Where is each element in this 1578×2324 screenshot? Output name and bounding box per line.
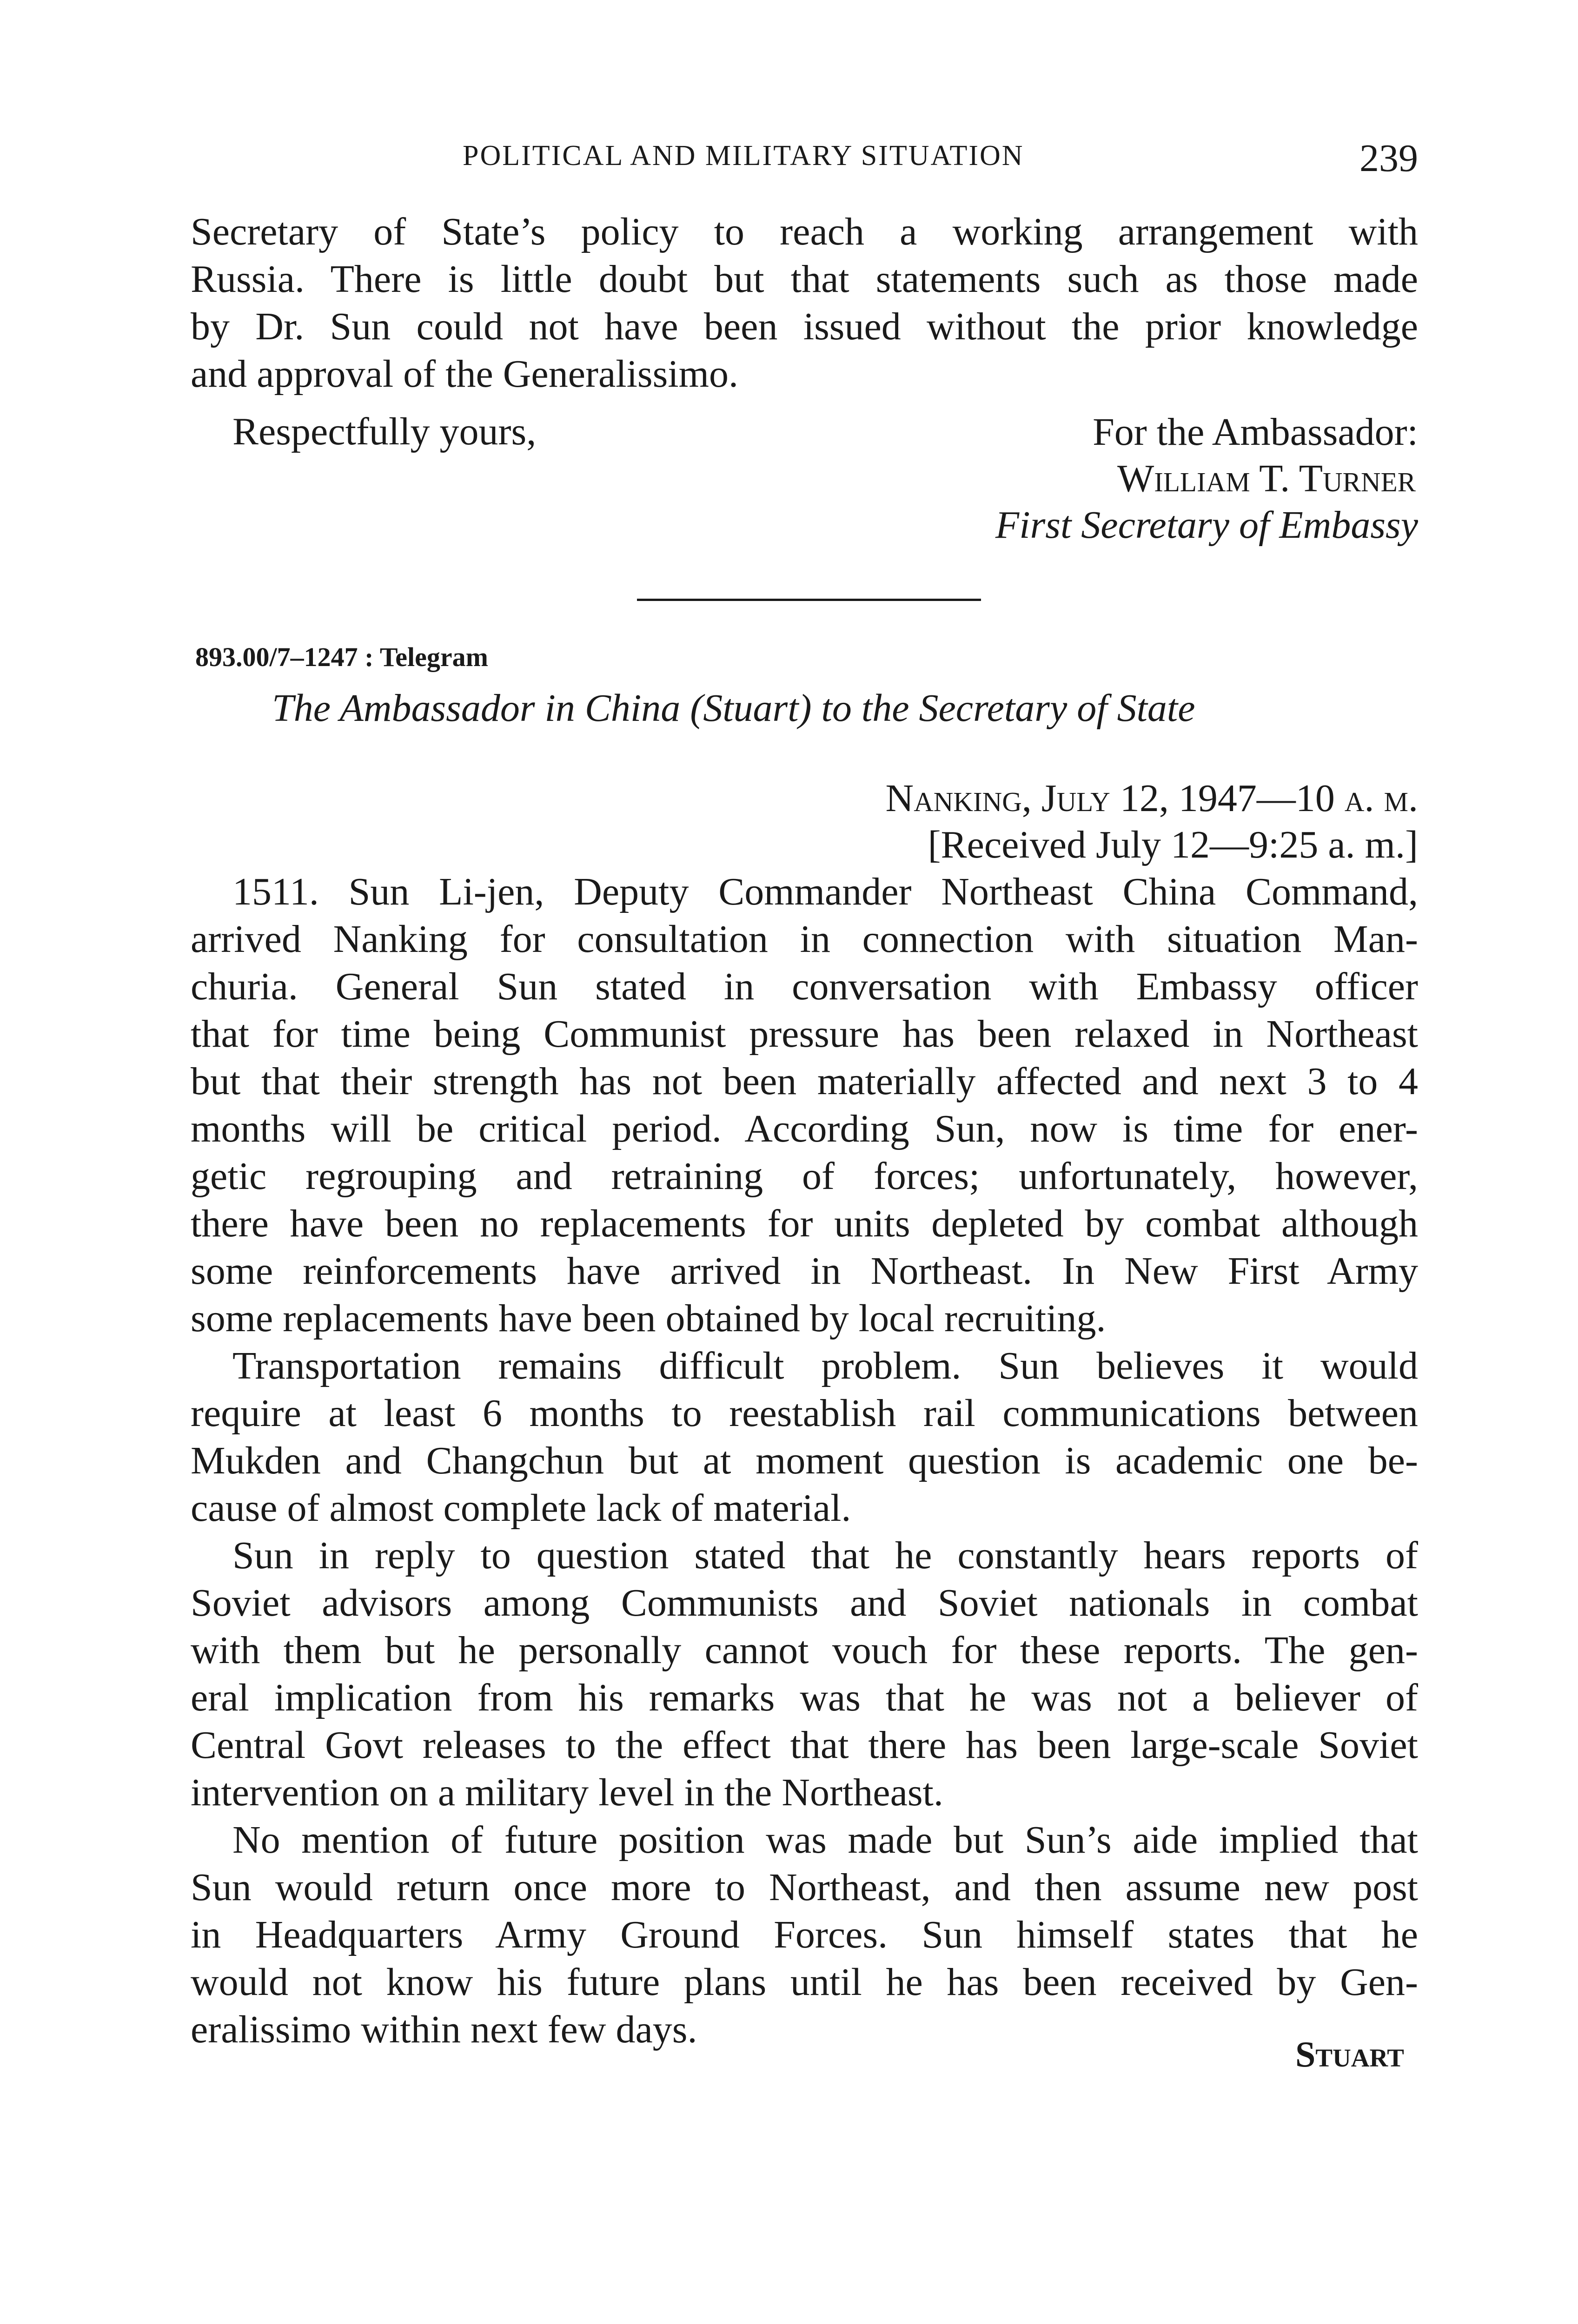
- paragraph: [191, 1532, 1418, 1816]
- text-line: some reinforcements have arrived in Northeast. In New First Army: [191, 1249, 1418, 1293]
- text-line: and approval of the Generalissimo.: [191, 352, 738, 396]
- text-line: but that their strength has not been materially affected and next 3 to 4: [191, 1060, 1418, 1103]
- telegram-signature: Stuart: [1295, 2034, 1404, 2074]
- text-line: require at least 6 months to reestablish rail communications between: [191, 1392, 1418, 1435]
- text-line: months will be critical period. According Sun, now is time for ener-: [191, 1107, 1418, 1150]
- text-line: there have been no replacements for units depleted by combat although: [191, 1202, 1418, 1245]
- text-line: Sun in reply to question stated that he constantly hears reports of: [232, 1534, 1418, 1577]
- paragraph: [191, 1816, 1418, 2053]
- text-line: that for time being Communist pressure has been relaxed in Northeast: [191, 1012, 1418, 1056]
- text-line: eral implication from his remarks was that he was not a believer of: [191, 1676, 1418, 1719]
- signature-block: [995, 409, 1418, 548]
- signer-title: First Secretary of Embassy: [995, 503, 1418, 547]
- text-line: Mukden and Changchun but at moment question is academic one be-: [191, 1439, 1418, 1482]
- text-line: Russia. There is little doubt but that statements such as those made: [191, 257, 1418, 301]
- text-line: 1511. Sun Li-jen, Deputy Commander Northeast China Command,: [232, 870, 1418, 913]
- text-line: with them but he personally cannot vouch for these reports. The gen-: [191, 1629, 1418, 1672]
- salutation: Respectfully yours,: [232, 410, 537, 453]
- text-line: in Headquarters Army Ground Forces. Sun himself states that he: [191, 1913, 1418, 1956]
- document-heading: The Ambassador in China (Stuart) to the Secretary of State: [272, 687, 1195, 730]
- text-line: Secretary of State’s policy to reach a working arrangement with: [191, 210, 1418, 253]
- file-reference: 893.00/7–1247 : Telegram: [195, 642, 488, 672]
- signer-name: William T. Turner: [1117, 457, 1416, 500]
- running-title: POLITICAL AND MILITARY SITUATION: [463, 140, 1024, 172]
- text-line: by Dr. Sun could not have been issued without the prior knowledge: [191, 305, 1418, 348]
- text-line: churia. General Sun stated in conversation with Embassy officer: [191, 965, 1418, 1008]
- paragraph: [191, 868, 1418, 1342]
- text-line: getic regrouping and retraining of forces; unfortunately, however,: [191, 1155, 1418, 1198]
- text-line: intervention on a military level in the Northeast.: [191, 1771, 943, 1814]
- for-ambassador-line: For the Ambassador:: [1093, 410, 1418, 454]
- telegram-body: [191, 868, 1418, 2053]
- page-number: 239: [1359, 137, 1418, 180]
- intro-paragraph: [191, 208, 1418, 398]
- section-divider: [637, 599, 981, 601]
- text-line: arrived Nanking for consultation in connection with situation Man-: [191, 918, 1418, 961]
- text-line: eralissimo within next few days.: [191, 2008, 697, 2051]
- text-line: some replacements have been obtained by local recruiting.: [191, 1297, 1106, 1340]
- dateline: [886, 775, 1418, 822]
- text-line: cause of almost complete lack of material.: [191, 1486, 851, 1530]
- text-line: Soviet advisors among Communists and Soviet nationals in combat: [191, 1581, 1418, 1624]
- text-line: Sun would return once more to Northeast, and then assume new post: [191, 1866, 1418, 1909]
- text-line: Central Govt releases to the effect that there has been large-scale Soviet: [191, 1723, 1418, 1767]
- paragraph: [191, 1342, 1418, 1532]
- received-line: [Received July 12—9:25 a. m.]: [928, 823, 1418, 866]
- paragraph: [191, 208, 1418, 398]
- text-line: No mention of future position was made but Sun’s aide implied that: [232, 1818, 1418, 1862]
- running-head: [191, 136, 1418, 182]
- dateline-text: Nanking, July 12, 1947—10 a. m.: [885, 777, 1418, 820]
- text-line: Transportation remains difficult problem. Sun believes it would: [232, 1344, 1418, 1387]
- text-line: would not know his future plans until he has been received by Gen-: [191, 1961, 1418, 2004]
